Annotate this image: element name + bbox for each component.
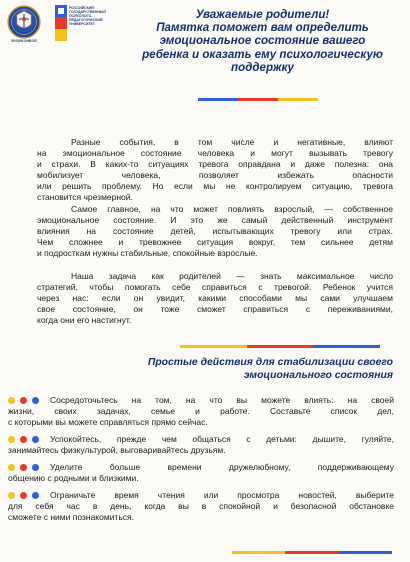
subtitle-divider-bar xyxy=(180,345,380,348)
ministry-emblem-icon xyxy=(3,4,45,40)
title-line: эмоциональное состояние вашего xyxy=(159,34,366,48)
bullet-dots-icon xyxy=(8,464,48,472)
paragraph-line: влияния на состояние детей, испытывающих тревогу или страх. xyxy=(37,225,393,236)
item-line: занимайтесь физкультурой, выговаривайтесь друзьям. xyxy=(8,444,226,455)
divider-yellow xyxy=(180,345,247,348)
bullet-dots-icon xyxy=(8,492,48,500)
list-item xyxy=(8,462,394,484)
list-item xyxy=(8,434,394,456)
paragraph-main xyxy=(37,204,393,259)
divider-blue xyxy=(198,98,238,101)
title-line: Памятка поможет вам определить xyxy=(156,21,369,35)
paragraph-line: через нас: если он увидит, какими способами мы сами улучшаем xyxy=(37,292,393,303)
university-name: РОССИЙСКИЙ ГОСУДАРСТВЕННЫЙ ПСИХОЛОГО-ПЕДАГОГИЧЕСКИЙ УНИВЕРСИТЕТ xyxy=(69,6,106,26)
item-line: Сосредоточьтесь на том, на что вы можете влиять: на своей xyxy=(50,395,394,405)
dot-blue xyxy=(32,464,39,471)
dot-blue xyxy=(32,492,39,499)
bullet-dots-icon xyxy=(8,436,48,444)
divider-yellow xyxy=(232,551,285,554)
paragraph-line: эмоциональное состояние. И это же самый действенный инструмент xyxy=(37,214,393,225)
paragraph-line: когда они его настигнут. xyxy=(37,314,132,325)
section-subtitle xyxy=(110,356,393,382)
university-logo-icon xyxy=(55,5,67,41)
title-line: поддержку xyxy=(231,60,294,74)
dot-red xyxy=(20,436,27,443)
paragraph-line: Разные события, в том числе и негативные, влияют xyxy=(71,137,393,147)
item-line: жизни, своих задачах, семье и работе. Составьте список дел, xyxy=(8,405,394,416)
emblem-caption: ФИЗИКОНВОЙ xyxy=(11,39,37,43)
item-line: Ограничьте время чтения или просмотра новостей, выберите xyxy=(50,490,394,500)
item-line: для себя час в день, когда вы в спокойной и безопасной обстановке xyxy=(8,500,394,511)
paragraph-line: Чем сложнее и тревожнее ситуация вокруг, тем сильнее детям xyxy=(37,236,393,247)
item-line: общению с родными и близкими. xyxy=(8,472,139,483)
paragraph-line: или решить проблему. Но если мы не контролируем ситуацию, тревога xyxy=(37,180,393,191)
title-line: Уважаемые родители! xyxy=(195,8,330,21)
divider-red xyxy=(238,98,278,101)
paragraph-line: мобилизует человека, позволяет избежать опасности xyxy=(37,169,393,180)
list-item xyxy=(8,395,394,428)
page-title xyxy=(120,8,405,74)
paragraph-line: становится чрезмерной. xyxy=(37,191,133,202)
paragraph-intro xyxy=(37,137,393,202)
dot-yellow xyxy=(8,492,15,499)
divider-blue xyxy=(313,345,380,348)
subtitle-line: Простые действия для стабилизации своего xyxy=(147,357,393,368)
divider-yellow xyxy=(278,98,318,101)
paragraph-task xyxy=(37,271,393,326)
title-divider-bar xyxy=(198,98,318,101)
item-line: Успокойтесь, прежде чем общаться с детьми: дышите, гуляйте, xyxy=(50,434,394,444)
dot-yellow xyxy=(8,436,15,443)
list-item xyxy=(8,490,394,523)
item-line: Уделите больше времени дружелюбному, поддерживающему xyxy=(50,462,394,472)
dot-yellow xyxy=(8,464,15,471)
paragraph-line: свое состояние, он тоже сможет справиться с переживаниями, xyxy=(37,303,393,314)
dot-blue xyxy=(32,436,39,443)
dot-yellow xyxy=(8,397,15,404)
dot-blue xyxy=(32,397,39,404)
dot-red xyxy=(20,397,27,404)
paragraph-line: и страхи. В каких-то ситуациях тревога оправдана и даже полезна: она xyxy=(37,158,393,169)
paragraph-line: Самое главное, на что может повлиять взрослый, — собственное xyxy=(71,204,393,214)
title-line: ребенка и оказать ему психологическую xyxy=(142,47,383,61)
bullet-dots-icon xyxy=(8,397,48,405)
dot-red xyxy=(20,492,27,499)
paragraph-line: стратегий, чтобы помогать себе справиться с тревогой. Ребенок учится xyxy=(37,281,393,292)
subtitle-line: эмоционального состояния xyxy=(243,370,393,381)
divider-blue xyxy=(339,551,392,554)
item-line: с которыми вы можете справляться прямо сейчас. xyxy=(8,416,208,427)
dot-red xyxy=(20,464,27,471)
paragraph-line: Наша задача как родителей — знать максимальное число xyxy=(71,271,393,281)
divider-red xyxy=(285,551,338,554)
item-line: сможете с ними познакомиться. xyxy=(8,511,134,522)
divider-red xyxy=(247,345,314,348)
paragraph-line: на эмоциональное состояние человека и могут вызывать тревогу xyxy=(37,147,393,158)
paragraph-line: и подросткам нужны стабильные, спокойные взрослые. xyxy=(37,247,258,258)
bottom-divider-bar xyxy=(232,551,392,554)
